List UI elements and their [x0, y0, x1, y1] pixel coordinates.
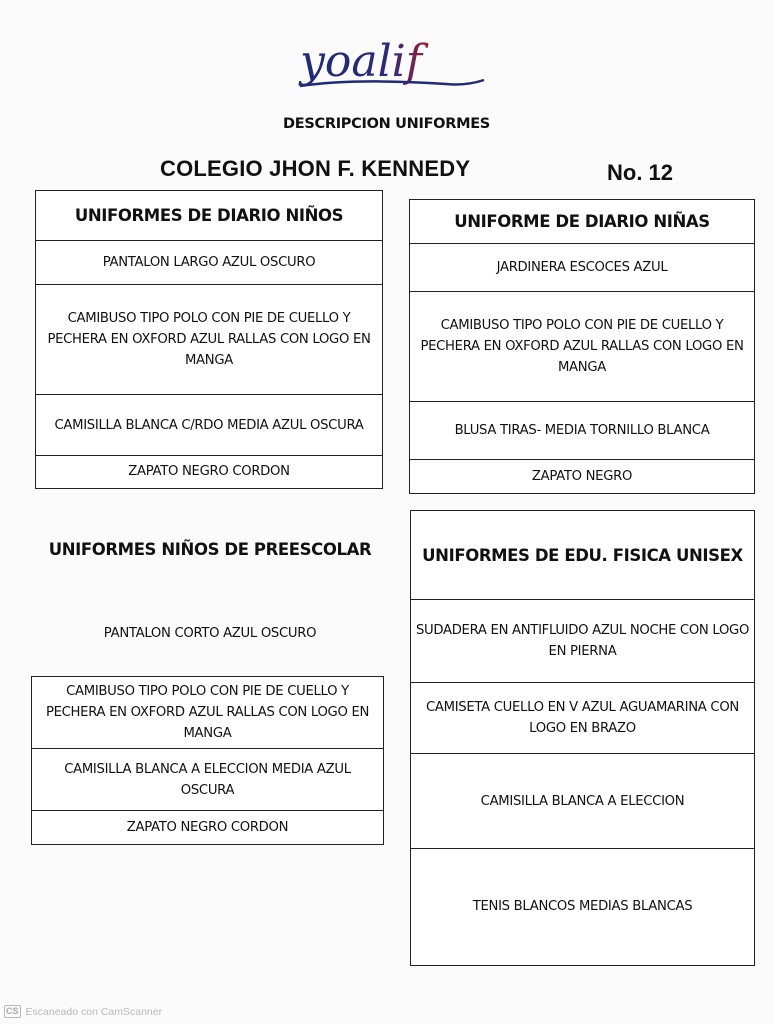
scanner-watermark [4, 1005, 162, 1018]
yoalif-logo [296, 34, 496, 98]
table-row: ZAPATO NEGRO CORDON [36, 455, 382, 487]
pe-unisex-title: UNIFORMES DE EDU. FISICA UNISEX [422, 545, 743, 565]
table-row: CAMIBUSO TIPO POLO CON PIE DE CUELLO Y PECHERA EN OXFORD AZUL RALLAS CON LOGO EN MANGA [45, 684, 370, 741]
boys-daily-title: UNIFORMES DE DIARIO NIÑOS [74, 206, 344, 225]
camscanner-icon: CS [6, 1006, 19, 1016]
table-row: CAMISILLA BLANCA C/RDO MEDIA AZUL OSCURA [36, 394, 382, 455]
table-row: ZAPATO NEGRO [410, 459, 754, 492]
table-row: CAMIBUSO TIPO POLO CON PIE DE CUELLO Y PECHERA EN OXFORD AZUL RALLAS CON LOGO EN MANGA [36, 284, 382, 394]
table-row: SUDADERA EN ANTIFLUIDO AZUL NOCHE CON LOGO EN PIERNA [411, 599, 754, 682]
boys-daily-table [35, 190, 383, 489]
table-row: BLUSA TIRAS- MEDIA TORNILLO BLANCA [410, 401, 754, 459]
preschool-title: UNIFORMES NIÑOS DE PREESCOLAR [48, 540, 372, 559]
table-row: TENIS BLANCOS MEDIAS BLANCAS [411, 848, 754, 964]
table-row: PANTALON LARGO AZUL OSCURO [36, 240, 382, 284]
logo-wordmark: yoalif [300, 36, 423, 87]
table-row: CAMIBUSO TIPO POLO CON PIE DE CUELLO Y PECHERA EN OXFORD AZUL RALLAS CON LOGO EN MANGA [410, 291, 754, 401]
table-row: CAMISILLA BLANCA A ELECCION MEDIA AZUL OSCURA [32, 748, 383, 810]
school-number: No. 12 [607, 160, 674, 185]
preschool-item: PANTALON CORTO AZUL OSCURO [103, 626, 317, 641]
table-row: CAMISILLA BLANCA A ELECCION [411, 753, 754, 848]
girls-daily-title: UNIFORME DE DIARIO NIÑAS [454, 212, 710, 231]
document-subtitle: DESCRIPCION UNIFORMES [283, 116, 490, 132]
pe-unisex-table [410, 510, 755, 966]
table-row: CAMISETA CUELLO EN V AZUL AGUAMARINA CON LOGO EN BRAZO [411, 682, 754, 753]
school-name: COLEGIO JHON F. KENNEDY [160, 156, 471, 181]
girls-daily-table [409, 199, 755, 494]
watermark-text: Escaneado con CamScanner [25, 1005, 163, 1018]
preschool-table [31, 676, 384, 845]
table-row: ZAPATO NEGRO CORDON [32, 810, 383, 843]
table-row: JARDINERA ESCOCES AZUL [410, 243, 754, 291]
